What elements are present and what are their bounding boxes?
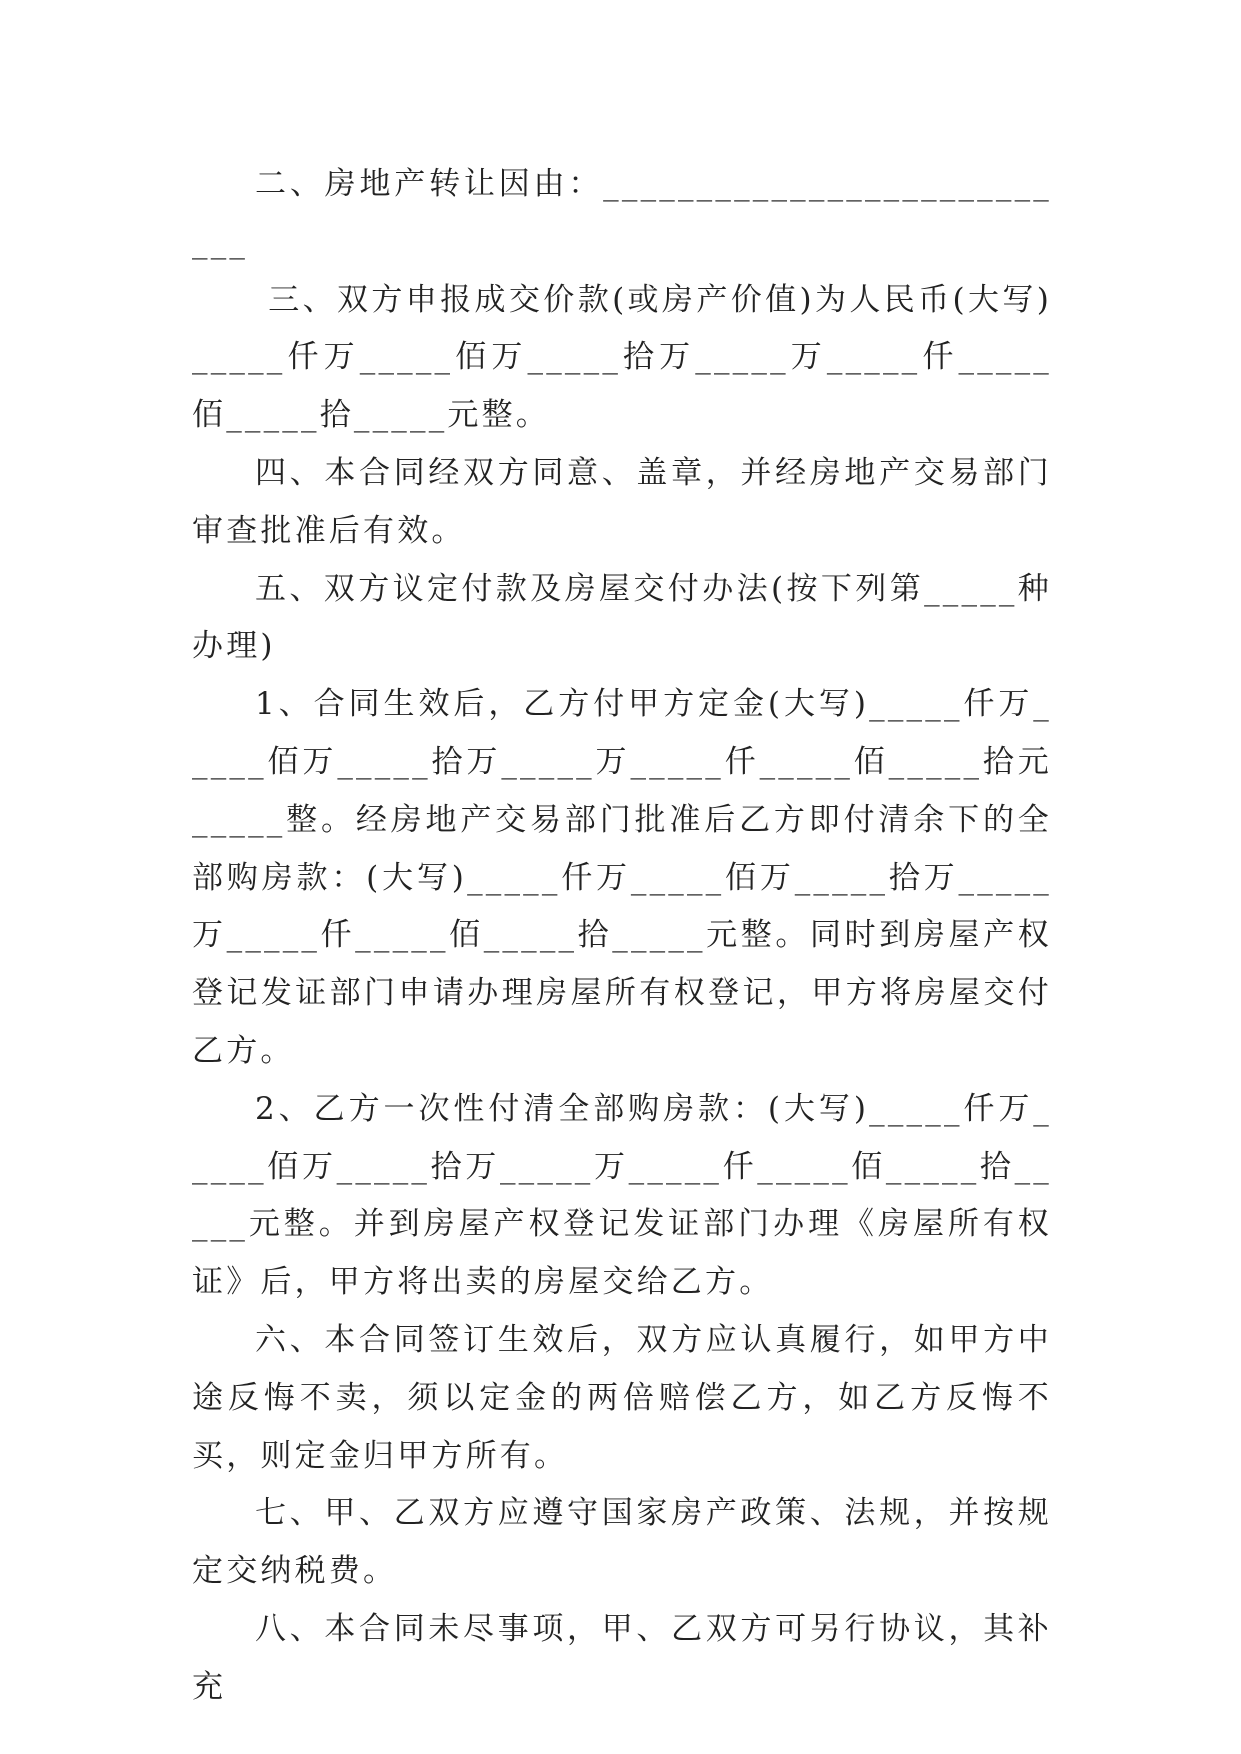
clause-7-taxes: 七、甲、乙双方应遵守国家房产政策、法规，并按规定交纳税费。 <box>192 1495 1052 1590</box>
clause-6-breach: 六、本合同签订生效后，双方应认真履行，如甲方中途反悔不卖，须以定金的两倍赔偿乙方，如乙方反悔不买，则定金归甲方所有。 <box>192 1321 1052 1474</box>
contract-page <box>192 156 1052 1717</box>
clause-2-transfer-reason: 二、房地产转让因由：___________________________ <box>192 166 1052 260</box>
clause-4-validity: 四、本合同经双方同意、盖章，并经房地产交易部门审查批准后有效。 <box>192 454 1052 549</box>
clause-3-price: 三、双方申报成交价款(或房产价值)为人民币(大写)_____仟万_____佰万_____拾万_____万_____仟_____佰_____拾_____元整。 <box>192 281 1053 434</box>
clause-5-option-1: 1、合同生效后，乙方付甲方定金(大写)_____仟万_____佰万_____拾万_____万_____仟_____佰_____拾元_____整。经房地产交易部门批准后乙方即付清余下的全部购房款：(大写)_____仟万_____佰万_____拾万_____万_____仟_____佰_____拾_____元整。同时到房屋产权登记发证部门申请办理房屋所有权登记，甲方将房屋交付乙方。 <box>192 686 1052 1069</box>
clause-5-option-2: 2、乙方一次性付清全部购房款：(大写)_____仟万_____佰万_____拾万_____万_____仟_____佰_____拾_____元整。并到房屋产权登记发证部门办理《房屋所有权证》后，甲方将出卖的房屋交给乙方。 <box>192 1090 1052 1301</box>
clause-8-supplement: 八、本合同未尽事项，甲、乙双方可另行协议，其补充 <box>192 1610 1052 1705</box>
clause-5-payment-method: 五、双方议定付款及房屋交付办法(按下列第_____种办理) <box>192 570 1052 665</box>
